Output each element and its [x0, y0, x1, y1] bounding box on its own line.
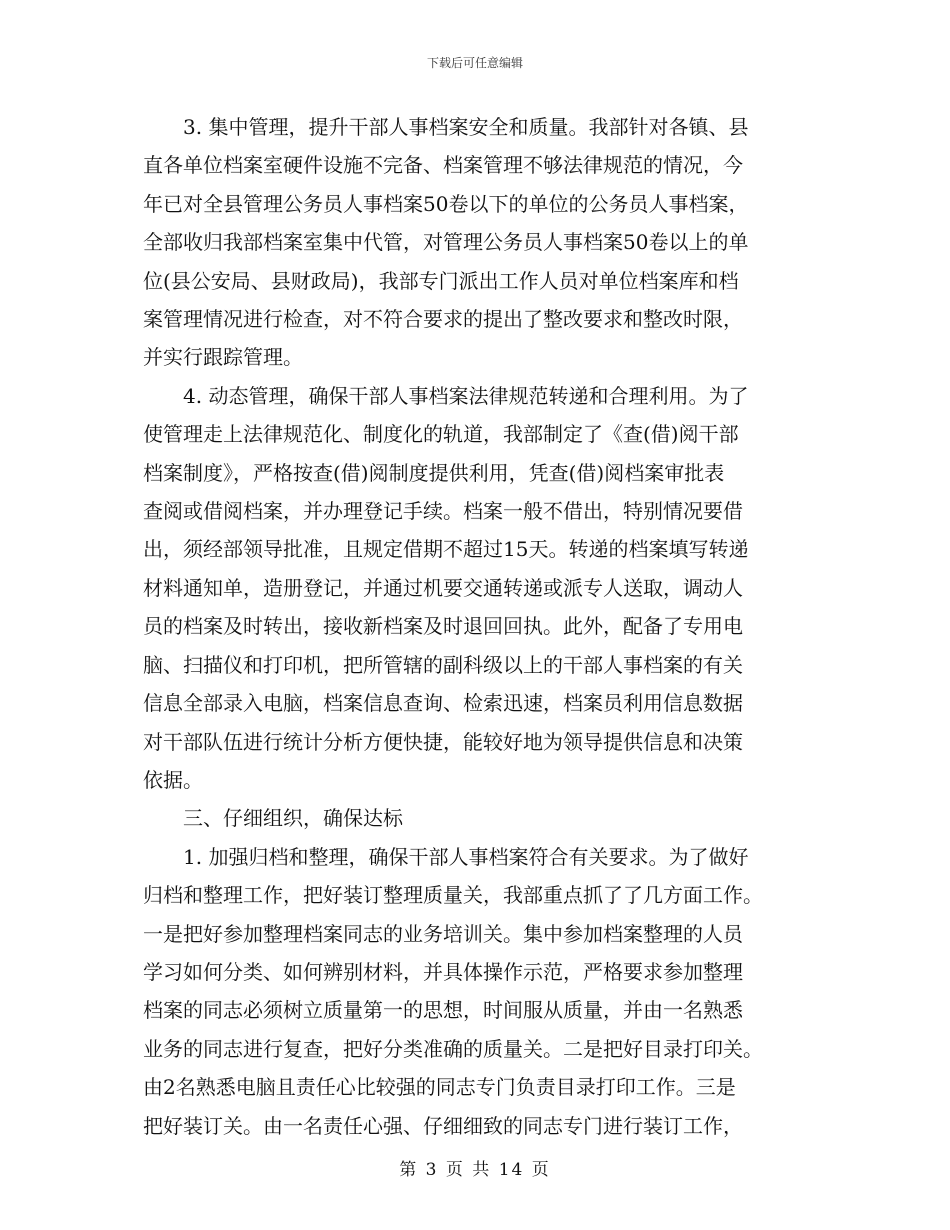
text-line: 查阅或借阅档案，并办理登记手续。档案一般不借出，特别情况要借: [143, 499, 743, 524]
text-line: 学习如何分类、如何辨别材料，并具体操作示范，严格要求参加整理: [143, 959, 743, 984]
text-line: 全部收归我部档案室集中代管，对管理公务员人事档案50卷以上的单: [143, 230, 749, 255]
text-line: 档案制度》，严格按查(借)阅制度提供利用，凭查(借)阅档案审批表: [143, 460, 725, 485]
text-line: 对干部队伍进行统计分析方便快捷，能较好地为领导提供信息和决策: [143, 729, 743, 754]
text-line: 由2名熟悉电脑且责任心比较强的同志专门负责目录打印工作。三是: [143, 1075, 736, 1100]
text-line: 档案的同志必须树立质量第一的思想，时间服从质量，并由一名熟悉: [143, 998, 743, 1023]
text-line: 位(县公安局、县财政局)，我部专门派出工作人员对单位档案库和档: [143, 268, 739, 293]
text-line: 出，须经部领导批准，且规定借期不超过15天。转递的档案填写转递: [143, 537, 749, 562]
text-line: 信息全部录入电脑，档案信息查询、检索迅速，档案员利用信息数据: [143, 691, 743, 716]
text-line: 年已对全县管理公务员人事档案50卷以下的单位的公务员人事档案，: [143, 191, 749, 216]
text-line: 1. 加强归档和整理，确保干部人事档案符合有关要求。为了做好: [183, 844, 749, 869]
paragraph: [143, 799, 800, 837]
paragraph: [143, 377, 800, 799]
page-footer: 第 3 页 共 14 页: [399, 1160, 551, 1180]
text-line: 直各单位档案室硬件设施不完备、档案管理不够法律规范的情况，今: [143, 153, 743, 178]
page-header: 下载后可任意编辑: [426, 56, 523, 70]
text-line: 一是把好参加整理档案同志的业务培训关。集中参加档案整理的人员: [143, 921, 743, 946]
text-line: 依据。: [143, 767, 203, 792]
document-body: [143, 108, 800, 1145]
text-line: 归档和整理工作，把好装订整理质量关，我部重点抓了了几方面工作。: [143, 883, 763, 908]
text-line: 案管理情况进行检查，对不符合要求的提出了整改要求和整改时限，: [143, 307, 743, 332]
text-line: 三、仔细组织，确保达标: [183, 806, 403, 831]
text-line: 业务的同志进行复查，把好分类准确的质量关。二是把好目录打印关。: [143, 1036, 763, 1061]
text-line: 并实行跟踪管理。: [143, 345, 303, 370]
text-line: 员的档案及时转出，接收新档案及时退回回执。此外，配备了专用电: [143, 614, 743, 639]
text-line: 3. 集中管理，提升干部人事档案安全和质量。我部针对各镇、县: [183, 115, 749, 139]
paragraph: [143, 108, 800, 377]
text-line: 脑、扫描仪和打印机，把所管辖的副科级以上的干部人事档案的有关: [143, 652, 743, 677]
paragraph: [143, 838, 800, 1145]
text-line: 把好装订关。由一名责任心强、仔细细致的同志专门进行装订工作，: [143, 1113, 743, 1138]
text-line: 使管理走上法律规范化、制度化的轨道，我部制定了《查(借)阅干部: [143, 422, 739, 447]
text-line: 材料通知单，造册登记，并通过机要交通转递或派专人送取，调动人: [143, 575, 743, 600]
text-line: 4. 动态管理，确保干部人事档案法律规范转递和合理利用。为了: [183, 383, 749, 408]
